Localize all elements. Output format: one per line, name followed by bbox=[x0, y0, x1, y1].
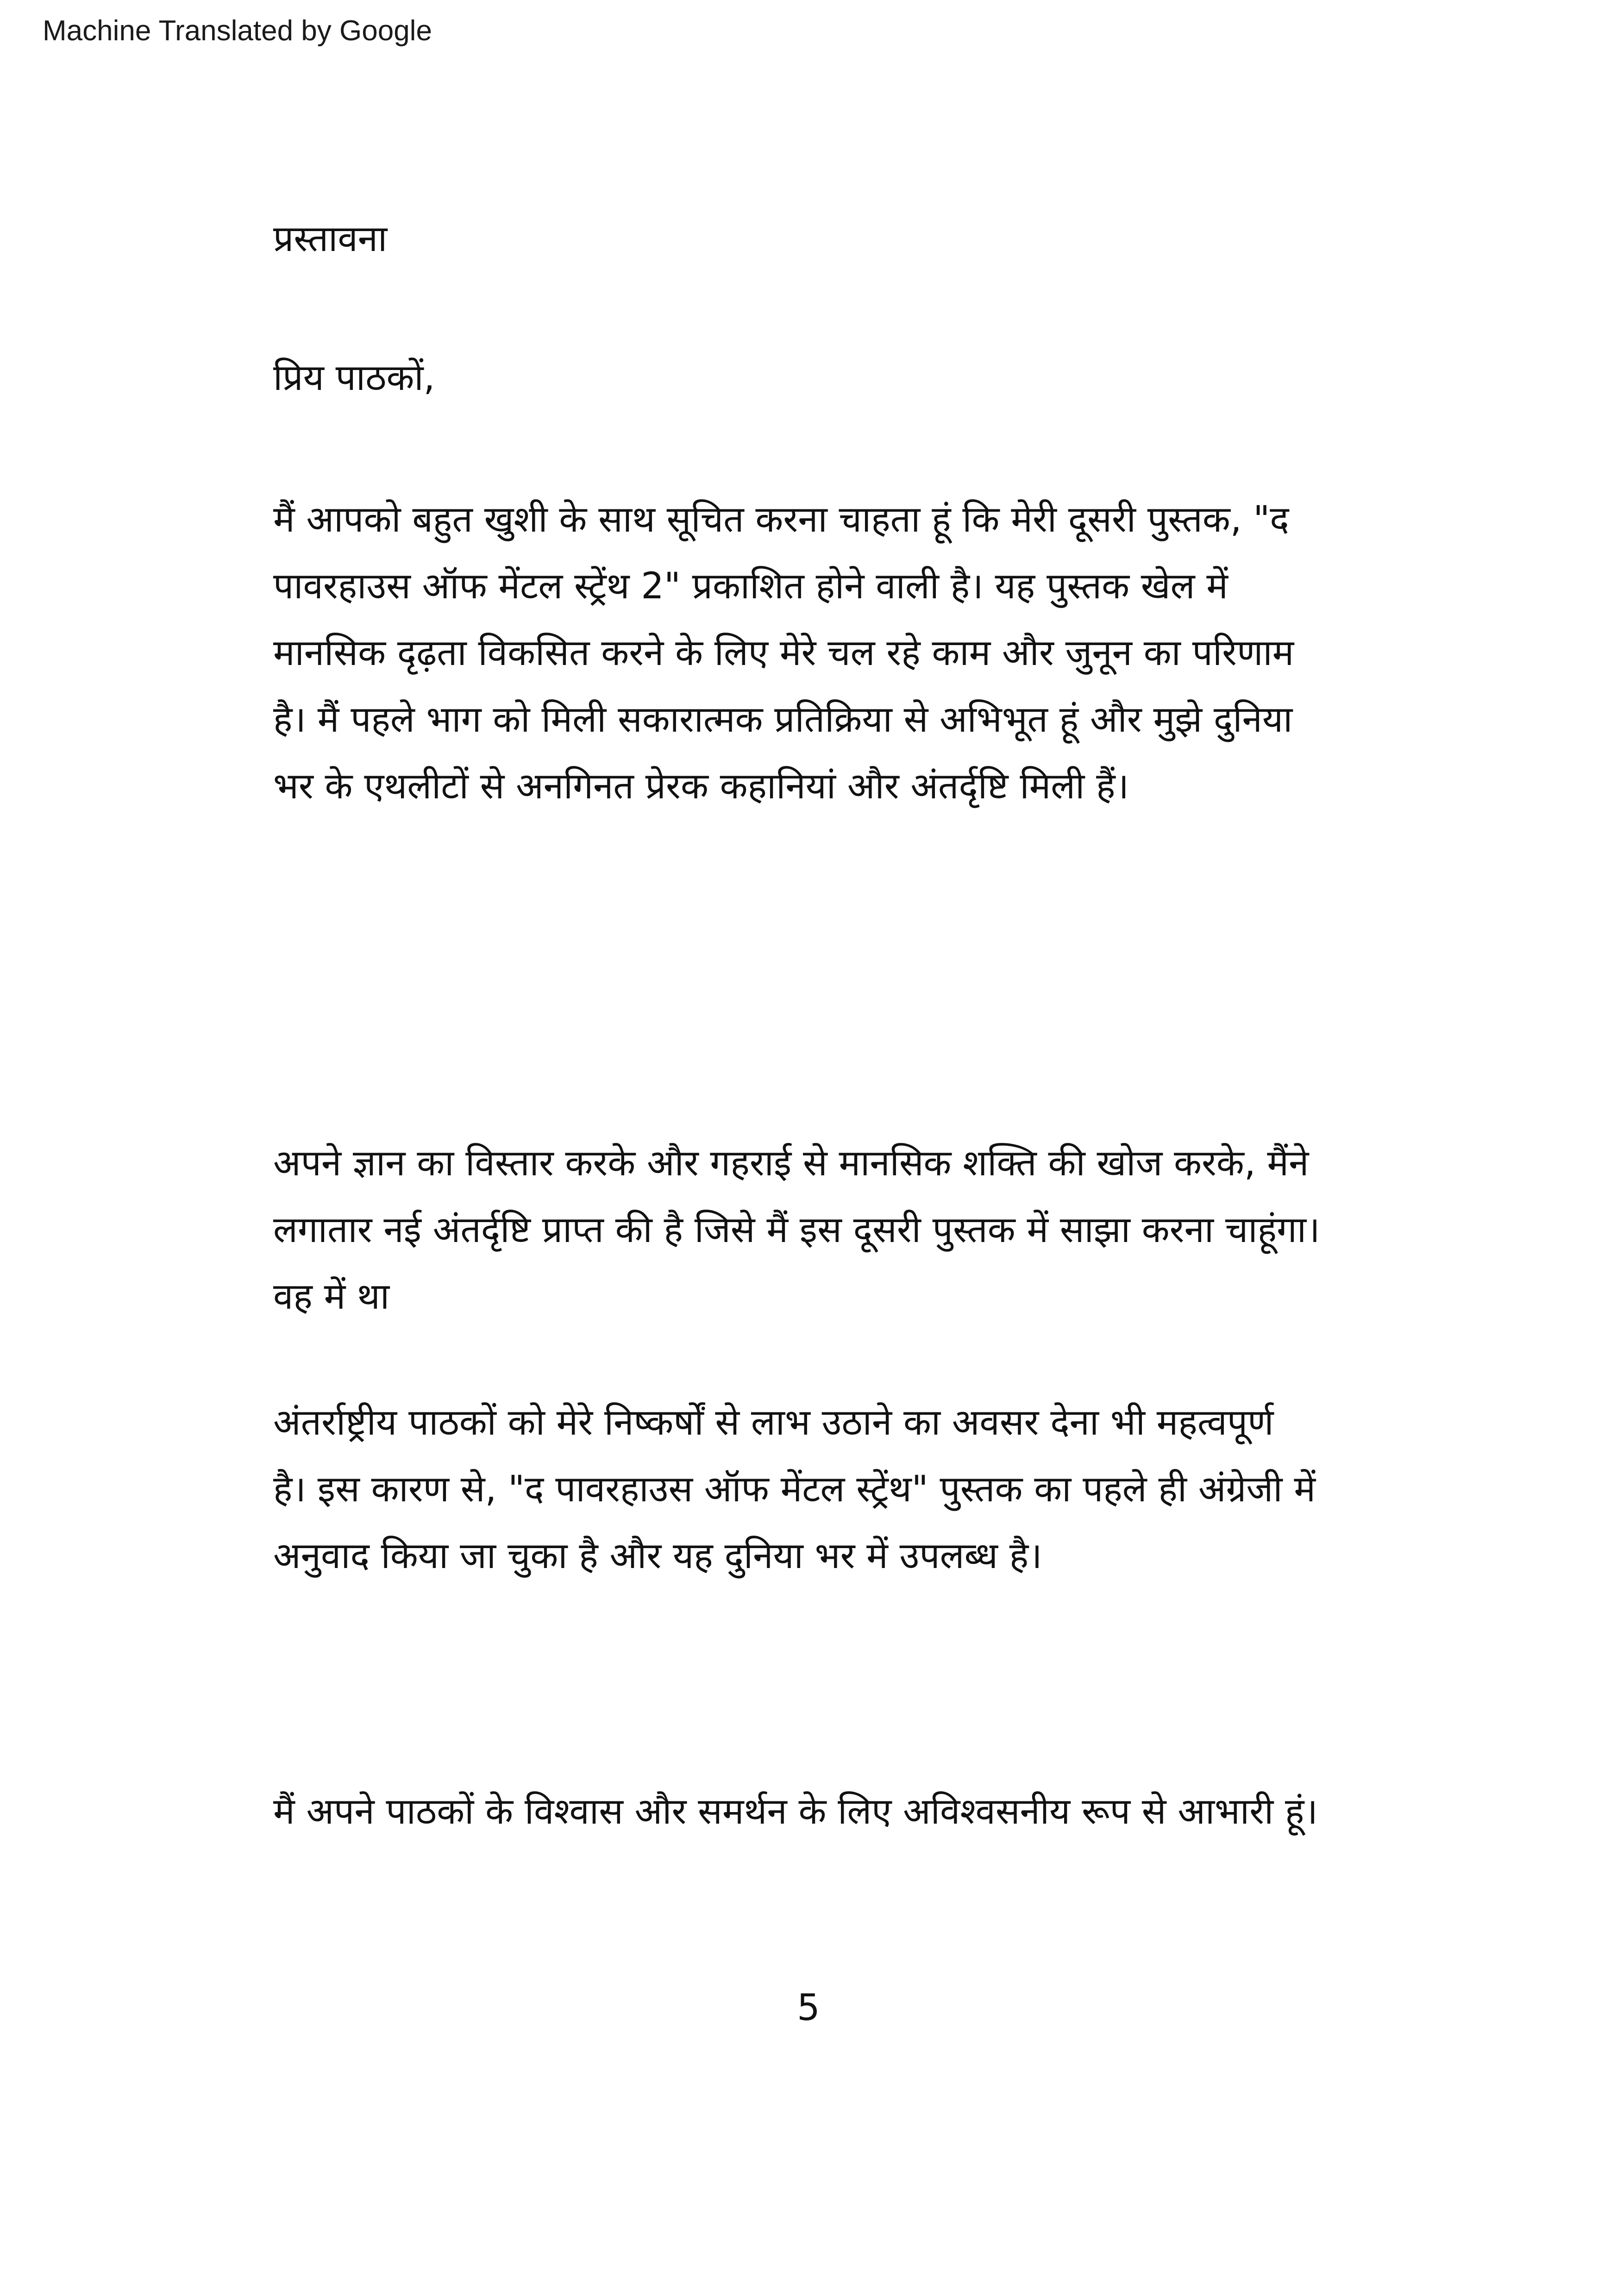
paragraph-line: अपने ज्ञान का विस्तार करके और गहराई से मानसिक शक्ति की खोज करके, मैंने bbox=[273, 1142, 1309, 1184]
paragraph-1 bbox=[273, 486, 1385, 820]
paragraph-3 bbox=[273, 1389, 1385, 1589]
paragraph-line: है। मैं पहले भाग को मिली सकारात्मक प्रतिक्रिया से अभिभूत हूं और मुझे दुनिया bbox=[273, 699, 1293, 740]
paragraph-4 bbox=[273, 1778, 1385, 1845]
paragraph-line: मानसिक दृढ़ता विकसित करने के लिए मेरे चल रहे काम और जुनून का परिणाम bbox=[273, 632, 1294, 674]
paragraph-line: वह में था bbox=[273, 1276, 390, 1317]
machine-translation-notice: Machine Translated by Google bbox=[43, 15, 432, 47]
paragraph-line: लगातार नई अंतर्दृष्टि प्राप्त की है जिसे मैं इस दूसरी पुस्तक में साझा करना चाहूंगा। bbox=[273, 1209, 1320, 1251]
salutation: प्रिय पाठकों, bbox=[273, 357, 435, 399]
paragraph-2 bbox=[273, 1130, 1385, 1330]
paragraph-line: मैं अपने पाठकों के विश्वास और समर्थन के लिए अविश्वसनीय रूप से आभारी हूं। bbox=[273, 1791, 1318, 1832]
paragraph-line: मैं आपको बहुत खुशी के साथ सूचित करना चाहता हूं कि मेरी दूसरी पुस्तक, "द bbox=[273, 499, 1289, 540]
paragraph-line: है। इस कारण से, "द पावरहाउस ऑफ मेंटल स्ट्रेंथ" पुस्तक का पहले ही अंग्रेजी में bbox=[273, 1468, 1316, 1510]
paragraph-line: अनुवाद किया जा चुका है और यह दुनिया भर में उपलब्ध है। bbox=[273, 1535, 1042, 1577]
page-heading: प्रस्तावना bbox=[273, 218, 388, 260]
paragraph-line: भर के एथलीटों से अनगिनत प्रेरक कहानियां और अंतर्दृष्टि मिली हैं। bbox=[273, 765, 1129, 807]
page-number: 5 bbox=[797, 1987, 820, 2029]
paragraph-line: पावरहाउस ऑफ मेंटल स्ट्रेंथ 2" प्रकाशित होने वाली है। यह पुस्तक खेल में bbox=[273, 565, 1228, 607]
paragraph-line: अंतर्राष्ट्रीय पाठकों को मेरे निष्कर्षों से लाभ उठाने का अवसर देना भी महत्वपूर्ण bbox=[273, 1402, 1274, 1443]
